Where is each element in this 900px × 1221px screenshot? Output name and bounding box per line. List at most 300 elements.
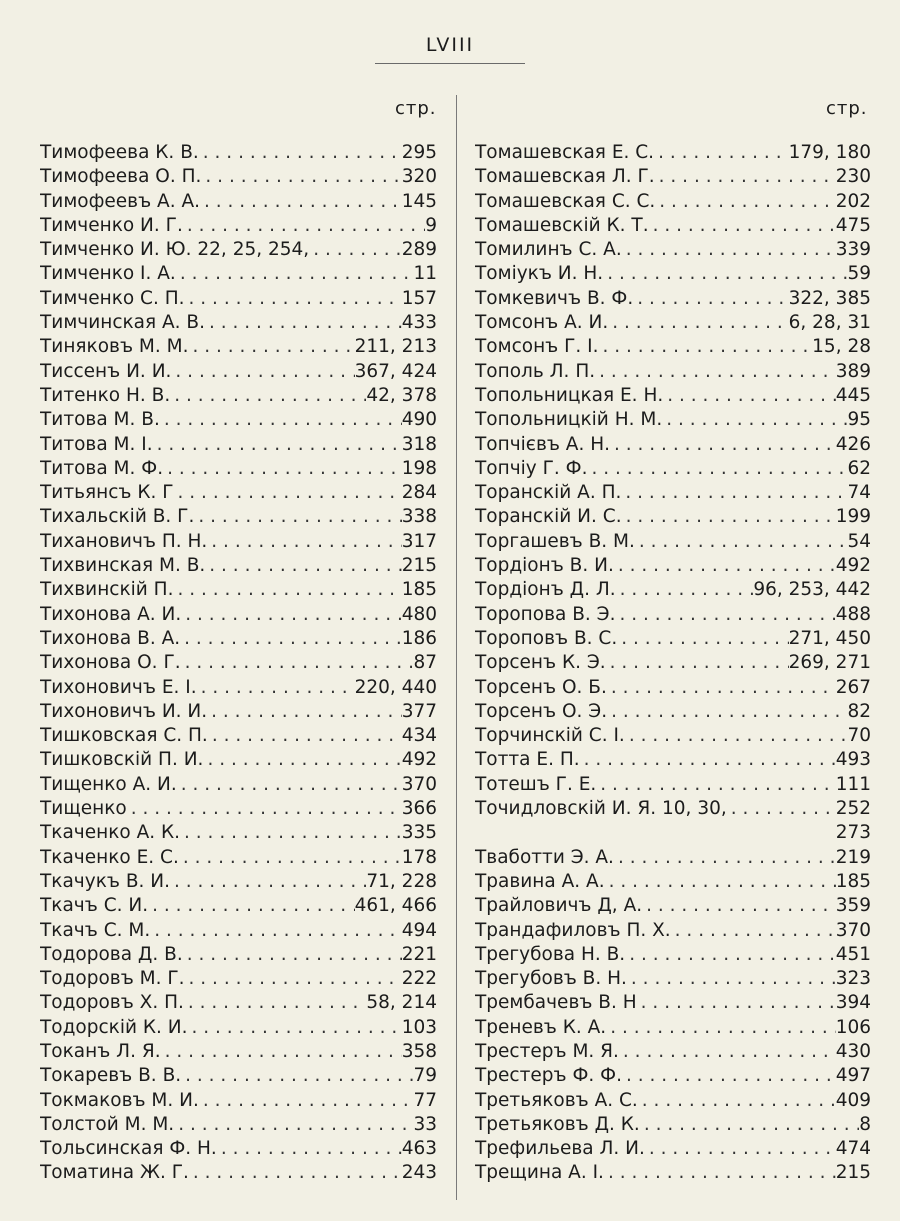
index-entry xyxy=(40,1089,437,1113)
index-entry xyxy=(40,797,437,821)
index-entry xyxy=(475,991,871,1015)
index-entry xyxy=(40,1137,437,1161)
index-entry xyxy=(40,919,437,943)
entry-pages: 6, 28, 31 xyxy=(788,312,871,334)
index-entry xyxy=(475,627,871,651)
entry-pages: 475 xyxy=(835,214,871,236)
entry-pages: 199 xyxy=(835,506,871,528)
entry-pages: 433 xyxy=(401,312,437,334)
entry-name: Токмаковъ М. И. xyxy=(40,1089,199,1111)
entry-pages: 9 xyxy=(425,214,437,236)
dot-leader xyxy=(207,700,402,724)
dot-leader xyxy=(637,991,836,1015)
entry-pages: 198 xyxy=(401,457,437,479)
left-index-column xyxy=(40,141,437,1186)
dot-leader xyxy=(163,457,402,481)
index-entry xyxy=(40,433,437,457)
entry-name: Тихонова О. Г. xyxy=(40,652,181,674)
entry-name: Токанъ Л. Я. xyxy=(40,1040,161,1062)
dot-leader xyxy=(603,262,847,286)
entry-name: Трегубова Н. В. xyxy=(475,943,626,965)
index-entry xyxy=(40,1064,437,1088)
entry-name: Тордіонъ В. И. xyxy=(475,555,614,577)
entry-name: Томашевскій К. Т. xyxy=(475,214,649,236)
column-divider xyxy=(456,95,457,1200)
entry-name: Томіукъ И. Н. xyxy=(475,263,604,285)
entry-name: Титова М. Ф. xyxy=(40,457,164,479)
entry-pages: 71, 228 xyxy=(366,870,437,892)
entry-name: Ткачъ С. И. xyxy=(40,895,149,917)
entry-name: Тимченко І. А. xyxy=(40,263,176,285)
dot-leader xyxy=(199,141,402,165)
dot-leader xyxy=(184,991,367,1015)
index-entry xyxy=(475,700,871,724)
index-entry xyxy=(40,505,437,529)
entry-pages: 273 xyxy=(835,822,871,844)
dot-leader xyxy=(649,214,836,238)
dot-leader xyxy=(610,433,836,457)
entry-pages: 289 xyxy=(401,239,437,261)
entry-pages: 106 xyxy=(835,1016,871,1038)
entry-name: Тваботти Э. А. xyxy=(475,846,614,868)
entry-name: Тиняковъ М. М. xyxy=(40,336,189,358)
dot-leader xyxy=(170,870,366,894)
dot-leader xyxy=(655,190,835,214)
dot-leader xyxy=(207,530,401,554)
index-entry xyxy=(40,481,437,505)
index-entry xyxy=(475,530,871,554)
index-entry xyxy=(475,846,871,870)
entry-name: Тихановичъ П. Н. xyxy=(40,530,208,552)
entry-pages: 269, 271 xyxy=(788,652,871,674)
index-entry xyxy=(40,1016,437,1040)
dot-leader xyxy=(183,214,425,238)
dot-leader xyxy=(616,578,754,602)
index-entry xyxy=(475,943,871,967)
entry-name: Ткаченко А. К. xyxy=(40,822,181,844)
entry-name: Ткачъ С. М. xyxy=(40,919,151,941)
dot-leader xyxy=(671,919,836,943)
entry-name: Треневъ К. А. xyxy=(475,1016,607,1038)
dot-leader xyxy=(615,603,835,627)
entry-name: Тодорова Д. В. xyxy=(40,943,183,965)
dot-leader xyxy=(663,384,835,408)
entry-name: Трайловичъ Д, А. xyxy=(475,895,643,917)
dot-leader xyxy=(181,603,401,627)
dot-leader xyxy=(187,1016,401,1040)
entry-pages: 320 xyxy=(401,166,437,188)
index-entry xyxy=(475,967,871,991)
entry-name: Трандафиловъ П. Х. xyxy=(475,919,671,941)
entry-pages: 54 xyxy=(847,530,871,552)
index-entry xyxy=(40,943,437,967)
entry-name: Трефильева Л. И. xyxy=(475,1138,645,1160)
entry-name: Торопова В. Э. xyxy=(475,603,616,625)
index-entry xyxy=(40,214,437,238)
dot-leader xyxy=(662,408,847,432)
entry-name: Томашевская Е. С. xyxy=(475,142,655,163)
entry-name: Тодоровъ М. Г. xyxy=(40,968,185,990)
index-entry xyxy=(475,676,871,700)
entry-pages: 377 xyxy=(401,700,437,722)
entry-name: Тодорскій К. И. xyxy=(40,1016,188,1038)
entry-pages: 211, 213 xyxy=(354,336,437,358)
entry-pages: 358 xyxy=(401,1040,437,1062)
dot-leader xyxy=(645,1137,836,1161)
entry-name: Толстой М. М. xyxy=(40,1113,175,1135)
dot-leader xyxy=(160,408,402,432)
dot-leader xyxy=(176,262,414,286)
entry-pages: 267 xyxy=(835,676,871,698)
dot-leader xyxy=(179,846,402,870)
dot-leader xyxy=(614,554,836,578)
index-entry xyxy=(475,1016,871,1040)
entry-pages: 271, 450 xyxy=(788,627,871,649)
entry-pages: 103 xyxy=(401,1016,437,1038)
entry-pages: 317 xyxy=(401,530,437,552)
dot-leader xyxy=(205,554,401,578)
entry-pages: 480 xyxy=(401,603,437,625)
left-column-header: стр. xyxy=(395,98,437,119)
dot-leader xyxy=(625,943,836,967)
entry-name: Торанскій А. П. xyxy=(475,482,622,504)
entry-pages: 394 xyxy=(835,992,871,1014)
entry-name: Тиссенъ И. И. xyxy=(40,360,172,382)
entry-name: Ткаченко Е. С. xyxy=(40,846,179,868)
index-entry xyxy=(40,262,437,286)
index-entry xyxy=(475,141,871,165)
index-entry xyxy=(475,408,871,432)
index-entry xyxy=(40,141,437,165)
dot-leader xyxy=(614,846,836,870)
entry-pages: 215 xyxy=(401,555,437,577)
dot-leader xyxy=(633,287,788,311)
dot-leader xyxy=(173,578,401,602)
entry-name: Тотешъ Г. Е. xyxy=(475,773,597,795)
dot-leader xyxy=(607,676,836,700)
dot-leader xyxy=(208,724,402,748)
dot-leader xyxy=(596,773,835,797)
index-entry xyxy=(475,287,871,311)
entry-pages: 366 xyxy=(401,798,437,820)
entry-name: Трещина А. І. xyxy=(475,1162,604,1184)
index-entry xyxy=(40,700,437,724)
dot-leader xyxy=(200,190,402,214)
index-entry xyxy=(475,603,871,627)
index-entry xyxy=(40,360,437,384)
entry-name: Томсонъ Г. І. xyxy=(475,336,599,358)
dot-leader xyxy=(170,384,366,408)
right-column-header: стр. xyxy=(826,98,868,119)
dot-leader xyxy=(642,894,836,918)
index-entry xyxy=(40,773,437,797)
entry-pages: 463 xyxy=(401,1138,437,1160)
dot-leader xyxy=(181,1064,413,1088)
entry-name: Тихвинская М. В. xyxy=(40,555,206,577)
entry-name: Травина А. А. xyxy=(475,870,605,892)
entry-name: Топольницкій Н. М. xyxy=(475,409,663,431)
entry-pages: 220, 440 xyxy=(354,676,437,698)
entry-pages: 59 xyxy=(847,263,871,285)
dot-leader xyxy=(727,797,836,821)
dot-leader xyxy=(654,141,789,165)
dot-leader xyxy=(174,1113,413,1137)
entry-pages: 451 xyxy=(835,943,871,965)
dot-leader xyxy=(217,1137,402,1161)
entry-pages: 492 xyxy=(835,555,871,577)
entry-pages: 445 xyxy=(835,384,871,406)
entry-name: Тищенко А. И. xyxy=(40,773,177,795)
index-entry xyxy=(40,457,437,481)
index-entry xyxy=(475,1137,871,1161)
index-entry xyxy=(475,578,871,602)
entry-name: Третьяковъ Д. К. xyxy=(475,1113,640,1135)
entry-name: Торсенъ О. Э. xyxy=(475,700,608,722)
dot-leader xyxy=(197,676,355,700)
entry-name: Тихвинскій П. xyxy=(40,579,174,601)
index-entry xyxy=(40,846,437,870)
dot-leader xyxy=(183,943,402,967)
entry-pages: 359 xyxy=(835,895,871,917)
index-entry xyxy=(40,1040,437,1064)
index-entry xyxy=(475,165,871,189)
index-entry xyxy=(40,821,437,845)
entry-name: Третьяковъ А. С. xyxy=(475,1089,638,1111)
entry-pages: 295 xyxy=(401,142,437,163)
entry-pages: 338 xyxy=(401,506,437,528)
dot-leader xyxy=(148,894,355,918)
dot-leader xyxy=(153,433,402,457)
entry-pages: 87 xyxy=(413,652,437,674)
dot-leader xyxy=(194,505,401,529)
index-entry xyxy=(40,627,437,651)
dot-leader xyxy=(599,335,813,359)
dot-leader xyxy=(635,530,848,554)
entry-pages: 219 xyxy=(835,846,871,868)
entry-pages: 222 xyxy=(401,968,437,990)
dot-leader xyxy=(587,457,847,481)
entry-name: Томсонъ А. И. xyxy=(475,312,609,334)
entry-pages: 367, 424 xyxy=(354,360,437,382)
dot-leader xyxy=(655,165,836,189)
entry-name: Тополь Л. П. xyxy=(475,360,596,382)
index-entry xyxy=(475,1161,871,1185)
dot-leader xyxy=(606,651,789,675)
dot-leader xyxy=(638,1089,836,1113)
index-entry xyxy=(475,797,871,821)
entry-pages: 490 xyxy=(401,409,437,431)
entry-name: Томатина Ж. Г. xyxy=(40,1162,189,1184)
entry-pages: 323 xyxy=(835,968,871,990)
entry-name: Трестеръ М. Я. xyxy=(475,1040,619,1062)
entry-pages: 230 xyxy=(835,166,871,188)
index-entry xyxy=(475,1089,871,1113)
entry-pages: 430 xyxy=(835,1040,871,1062)
entry-pages: 185 xyxy=(835,870,871,892)
entry-pages: 284 xyxy=(401,482,437,504)
entry-name: Тимченко И. Ю. 22, 25, 254, xyxy=(40,239,310,261)
entry-name: Тищенко xyxy=(40,798,127,820)
dot-leader xyxy=(185,967,402,991)
index-entry xyxy=(40,530,437,554)
page-number: LVIII xyxy=(425,34,475,56)
entry-name: Торгашевъ В. М. xyxy=(475,530,635,552)
index-entry xyxy=(475,481,871,505)
entry-pages: 434 xyxy=(401,725,437,747)
index-entry xyxy=(40,238,437,262)
dot-leader xyxy=(161,1040,402,1064)
header-rule xyxy=(375,63,525,64)
index-entry xyxy=(40,554,437,578)
index-entry xyxy=(475,335,871,359)
entry-pages: 33 xyxy=(413,1113,437,1135)
entry-name: Торанскій И. С. xyxy=(475,506,622,528)
index-entry xyxy=(40,724,437,748)
entry-pages: 185 xyxy=(401,579,437,601)
dot-leader xyxy=(181,651,414,675)
dot-leader xyxy=(595,360,836,384)
index-entry xyxy=(40,578,437,602)
dot-leader xyxy=(189,1161,402,1185)
entry-name: Трестеръ Ф. Ф. xyxy=(475,1065,622,1087)
entry-name: Тимофеева О. П. xyxy=(40,166,202,188)
entry-name: Тимофеевъ А. А. xyxy=(40,190,200,212)
entry-name: Тольсинская Ф. Н. xyxy=(40,1138,217,1160)
entry-name: Томашевская С. С. xyxy=(475,190,656,212)
entry-name: Торсенъ О. Б. xyxy=(475,676,607,698)
entry-name: Титенко Н. В. xyxy=(40,384,171,406)
index-entry xyxy=(40,1161,437,1185)
entry-name: Тихонова В. А. xyxy=(40,627,181,649)
dot-leader xyxy=(608,311,788,335)
index-entry xyxy=(475,238,871,262)
entry-pages: 426 xyxy=(835,433,871,455)
entry-name: Тимчинская А. В. xyxy=(40,312,206,334)
entry-pages: 370 xyxy=(401,773,437,795)
index-entry xyxy=(475,457,871,481)
index-entry xyxy=(475,894,871,918)
entry-name: Тодоровъ Х. П. xyxy=(40,992,184,1014)
entry-pages: 178 xyxy=(401,846,437,868)
index-entry xyxy=(40,165,437,189)
dot-leader xyxy=(607,700,847,724)
entry-name: Тишковскій П. И. xyxy=(40,749,204,771)
index-entry xyxy=(40,384,437,408)
entry-pages: 493 xyxy=(835,749,871,771)
entry-pages: 322, 385 xyxy=(788,287,871,309)
entry-name: Тордіонъ Д. Л. xyxy=(475,579,616,601)
entry-name: Тимченко И. Г. xyxy=(40,214,183,236)
entry-pages: 186 xyxy=(401,627,437,649)
index-entry xyxy=(475,433,871,457)
entry-pages: 11 xyxy=(413,263,437,285)
right-index-column xyxy=(475,141,871,1186)
index-entry xyxy=(475,919,871,943)
entry-pages: 252 xyxy=(835,798,871,820)
entry-name: Томашевская Л. Г. xyxy=(475,166,655,188)
entry-name: Точидловскій И. Я. 10, 30, xyxy=(475,798,727,820)
dot-leader xyxy=(605,870,836,894)
dot-leader xyxy=(174,481,402,505)
index-entry xyxy=(475,821,871,845)
dot-leader xyxy=(622,1064,836,1088)
index-entry xyxy=(40,287,437,311)
index-entry xyxy=(40,408,437,432)
index-entry xyxy=(40,748,437,772)
entry-pages: 58, 214 xyxy=(366,992,437,1014)
dot-leader xyxy=(205,311,402,335)
index-entry xyxy=(475,870,871,894)
entry-name: Топчієвъ А. Н. xyxy=(475,433,611,455)
entry-name: Тихальскій В. Г. xyxy=(40,506,195,528)
entry-pages: 74 xyxy=(847,482,871,504)
entry-pages: 243 xyxy=(401,1162,437,1184)
entry-name: Топчіу Г. Ф. xyxy=(475,457,588,479)
entry-name: Тихоновичъ И. И. xyxy=(40,700,208,722)
entry-pages: 370 xyxy=(835,919,871,941)
index-entry xyxy=(475,505,871,529)
entry-name: Тотта Е. П. xyxy=(475,749,580,771)
dot-leader xyxy=(150,919,401,943)
dot-leader xyxy=(580,748,836,772)
dot-leader xyxy=(627,967,836,991)
entry-name: Тихоновичъ Е. І. xyxy=(40,676,197,698)
index-entry xyxy=(475,1113,871,1137)
index-entry xyxy=(475,262,871,286)
dot-leader xyxy=(180,821,402,845)
index-entry xyxy=(475,724,871,748)
entry-pages: 77 xyxy=(413,1089,437,1111)
entry-pages: 179, 180 xyxy=(788,142,871,163)
entry-name: Томилинъ С. А. xyxy=(475,239,622,261)
dot-leader xyxy=(621,481,847,505)
entry-name: Титова М. В. xyxy=(40,409,160,431)
entry-name: Тихонова А. И. xyxy=(40,603,182,625)
dot-leader xyxy=(171,360,354,384)
dot-leader xyxy=(619,1040,836,1064)
entry-pages: 494 xyxy=(401,919,437,941)
entry-name: Торсенъ К. Э. xyxy=(475,652,606,674)
entry-pages: 389 xyxy=(835,360,871,382)
index-entry xyxy=(475,384,871,408)
entry-pages: 15, 28 xyxy=(812,336,871,358)
index-entry xyxy=(475,748,871,772)
dot-leader xyxy=(180,627,402,651)
entry-pages: 461, 466 xyxy=(354,895,437,917)
index-entry xyxy=(475,190,871,214)
entry-name: Томкевичъ В. Ф. xyxy=(475,287,634,309)
entry-pages: 145 xyxy=(401,190,437,212)
dot-leader xyxy=(188,335,354,359)
entry-pages: 318 xyxy=(401,433,437,455)
index-entry xyxy=(475,1064,871,1088)
entry-name: Торчинскій С. І. xyxy=(475,725,625,747)
entry-name: Ткачукъ В. И. xyxy=(40,870,170,892)
entry-pages: 96, 253, 442 xyxy=(753,579,871,601)
index-entry xyxy=(475,773,871,797)
index-entry xyxy=(475,214,871,238)
index-entry xyxy=(475,1040,871,1064)
dot-leader xyxy=(127,797,402,821)
entry-pages: 497 xyxy=(835,1065,871,1087)
index-entry xyxy=(40,651,437,675)
entry-name: Тимофеева К. В. xyxy=(40,142,199,163)
dot-leader xyxy=(201,165,401,189)
entry-name: Трегубовъ В. Н. xyxy=(475,968,627,990)
dot-leader xyxy=(617,627,788,651)
entry-pages: 95 xyxy=(847,409,871,431)
dot-leader xyxy=(625,724,848,748)
